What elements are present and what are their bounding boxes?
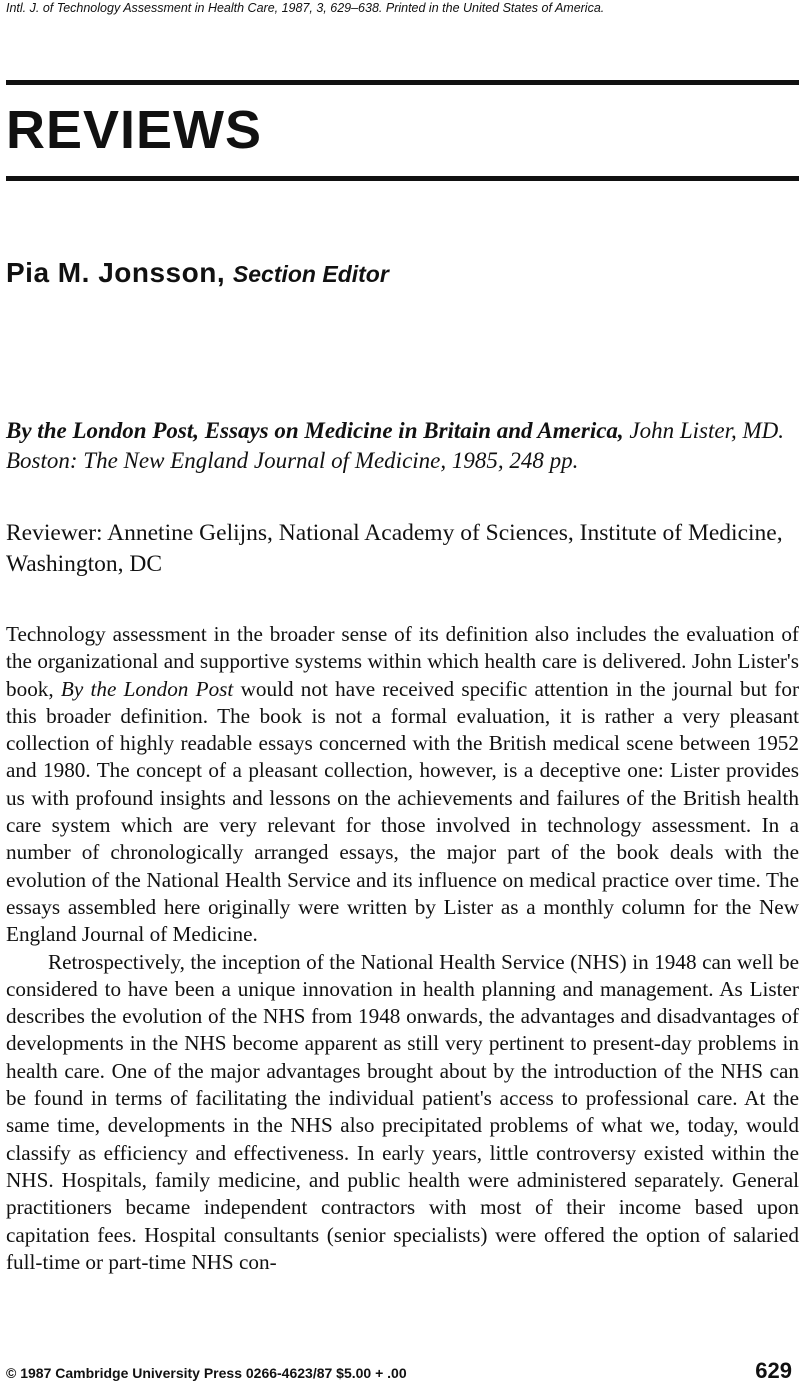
paragraph-2: Retrospectively, the inception of the National Health Service (NHS) in 1948 can well be considered to have been a unique innovation in health planning and management. As Lister describes the evolution of the NHS from 1948 onwards, the advantages and disadvantages of developments in the NHS become apparent as still very pertinent to present-day problems in health care. One of the major advantages brought about by the introduction of the NHS can be found in terms of facilitating the individual patient's access to professional care. At the same time, developments in the NHS also precipitated problems of what we, today, would classify as efficiency and effectiveness. In early years, little controversy existed within the NHS. Hospitals, family medicine, and public health were administered separately. General practitioners became independent contractors with most of their income based upon capitation fees. Hospital consultants (senior specialists) were offered the option of salaried full-time or part-time NHS con- [6, 949, 799, 1274]
paragraph-1-text-a: Technology assessment in the broader sense of its definition also includes the evaluation of the organizational and supportive systems within which health care is delivered. John Lister's book, [6, 622, 799, 701]
editor-name: Pia M. Jonsson, [6, 257, 226, 288]
inline-book-title: By the London Post [60, 676, 234, 701]
section-editor [6, 255, 389, 292]
book-details: John Lister, MD. Boston: The New England Journal of Medicine, 1985, 248 pp. [6, 418, 785, 473]
reviewer-line: Reviewer: Annetine Gelijns, National Academy of Sciences, Institute of Medicine, Washington, DC [6, 520, 783, 577]
running-head: Intl. J. of Technology Assessment in Health Care, 1987, 3, 629–638. Printed in the United States of America. [6, 1, 605, 15]
paragraph-1-text-b: would not have received specific attention in the journal but for this broader definition. The book is not a formal evaluation, it is rather a very pleasant collection of highly readable essays concerned with the British medical scene between 1952 and 1980. The concept of a pleasant collection, however, is a deceptive one: Lister provides us with profound insights and lessons on the achievements and failures of the British health care system which are very relevant for those involved in technology assessment. In a number of chronologically arranged essays, the major part of the book deals with the evolution of the National Health Service and its influence on medical practice over time. The essays assembled here originally were written by Lister as a monthly column for the New England Journal of Medicine. [6, 676, 800, 947]
editor-role: Section Editor [232, 261, 389, 287]
page-number: 629 [755, 1358, 792, 1383]
book-citation [6, 416, 796, 476]
section-title: REVIEWS [6, 100, 263, 160]
paragraph-1 [6, 621, 799, 949]
review-body [6, 621, 799, 1276]
book-title: By the London Post, Essays on Medicine in Britain and America, [6, 418, 624, 443]
copyright-line: © 1987 Cambridge University Press 0266-4623/87 $5.00 + .00 [6, 1365, 407, 1381]
bottom-rule [6, 176, 799, 181]
top-rule [6, 80, 799, 85]
